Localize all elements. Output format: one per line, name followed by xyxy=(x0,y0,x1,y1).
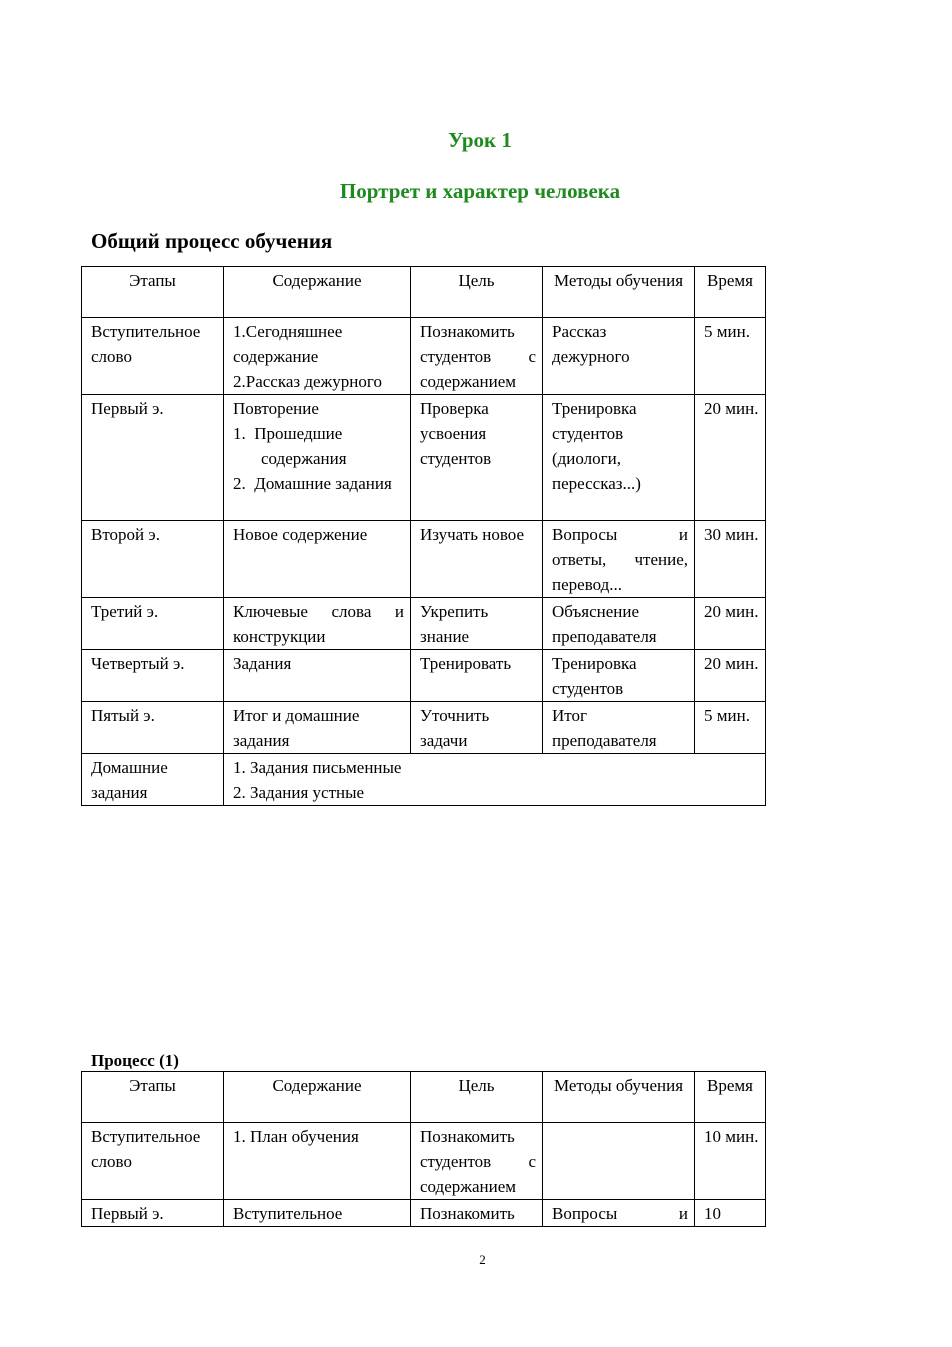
lesson-process-table xyxy=(81,266,766,806)
content-line: конструкции xyxy=(233,627,326,646)
goal-line: содержанием xyxy=(420,372,517,391)
cell-time: 20 мин. xyxy=(695,598,766,650)
cell-goal: Укрепить знание xyxy=(411,598,543,650)
table-row xyxy=(82,1123,766,1200)
content-line: Ключевые слова и xyxy=(233,602,404,621)
homework-item: 2. Задания устные xyxy=(233,783,365,802)
methods-line: перевод... xyxy=(552,575,623,594)
cell-stage: Вступительное слово xyxy=(82,318,224,395)
lesson-title: Урок 1 xyxy=(448,128,512,152)
cell-content: 1. План обучения xyxy=(224,1123,411,1200)
goal-line: содержанием xyxy=(420,1177,517,1196)
header-stage: Этапы xyxy=(82,267,224,318)
goal-line: Познакомить студентов с xyxy=(420,322,536,366)
methods-line: Вопросы и xyxy=(552,1204,688,1223)
cell-content xyxy=(224,395,411,521)
cell-content: Задания xyxy=(224,650,411,702)
header-content: Содержание xyxy=(224,1072,411,1123)
cell-time: 10 xyxy=(695,1200,766,1227)
goal-line: Познакомить студентов с xyxy=(420,1127,536,1171)
cell-stage: Вступительное слово xyxy=(82,1123,224,1200)
cell-methods: Тренировка студентов xyxy=(543,650,695,702)
cell-methods: Рассказ дежурного xyxy=(543,318,695,395)
cell-methods xyxy=(543,521,695,598)
cell-methods xyxy=(543,1200,695,1227)
content-line: 2.Рассказ дежурного xyxy=(233,372,382,391)
header-stage: Этапы xyxy=(82,1072,224,1123)
cell-content xyxy=(224,318,411,395)
cell-goal: Изучать новое xyxy=(411,521,543,598)
cell-goal xyxy=(411,318,543,395)
cell-methods: Тренировка студентов (диологи, перессказ...) xyxy=(543,395,695,521)
table-row xyxy=(82,395,766,521)
cell-time: 10 мин. xyxy=(695,1123,766,1200)
methods-line: Вопросы и xyxy=(552,525,688,544)
lesson-subtitle: Портрет и характер человека xyxy=(339,179,621,203)
cell-goal xyxy=(411,1123,543,1200)
table-header-row xyxy=(82,267,766,318)
section-heading-general-process: Общий процесс обучения xyxy=(91,229,333,253)
cell-content: Новое содержение xyxy=(224,521,411,598)
cell-homework-label: Домашние задания xyxy=(82,754,224,806)
cell-goal: Познакомить xyxy=(411,1200,543,1227)
header-methods: Методы обучения xyxy=(543,267,695,318)
table-row xyxy=(82,1200,766,1227)
header-time: Время xyxy=(695,267,766,318)
cell-content xyxy=(224,598,411,650)
cell-time: 20 мин. xyxy=(695,395,766,521)
cell-methods xyxy=(543,1123,695,1200)
table-row xyxy=(82,318,766,395)
cell-goal: Уточнить задачи xyxy=(411,702,543,754)
section-heading-process-1: Процесс (1) xyxy=(91,1051,179,1070)
table-row xyxy=(82,650,766,702)
content-line: 1.Сегодняшнее содержание xyxy=(233,322,343,366)
list-item: 1. Прошедшие содержания xyxy=(233,424,347,468)
cell-stage: Третий э. xyxy=(82,598,224,650)
cell-methods: Объяснение преподавателя xyxy=(543,598,695,650)
header-goal: Цель xyxy=(411,267,543,318)
header-content: Содержание xyxy=(224,267,411,318)
header-methods: Методы обучения xyxy=(543,1072,695,1123)
cell-stage: Четвертый э. xyxy=(82,650,224,702)
table-header-row xyxy=(82,1072,766,1123)
cell-homework-items xyxy=(224,754,766,806)
table-row xyxy=(82,702,766,754)
cell-time: 30 мин. xyxy=(695,521,766,598)
cell-time: 20 мин. xyxy=(695,650,766,702)
table-row xyxy=(82,521,766,598)
table-row xyxy=(82,598,766,650)
cell-goal: Тренировать xyxy=(411,650,543,702)
cell-time: 5 мин. xyxy=(695,318,766,395)
cell-methods: Итог преподавателя xyxy=(543,702,695,754)
cell-goal: Проверка усвоения студентов xyxy=(411,395,543,521)
list-item: 2. Домашние задания xyxy=(233,474,392,493)
cell-stage: Первый э. xyxy=(82,395,224,521)
table-row-homework xyxy=(82,754,766,806)
cell-time: 5 мин. xyxy=(695,702,766,754)
homework-item: 1. Задания письменные xyxy=(233,758,402,777)
cell-content: Итог и домашние задания xyxy=(224,702,411,754)
page-number: 2 xyxy=(479,1252,486,1267)
content-line: Повторение xyxy=(233,399,319,418)
cell-stage: Первый э. xyxy=(82,1200,224,1227)
cell-stage: Пятый э. xyxy=(82,702,224,754)
process-1-table xyxy=(81,1071,766,1227)
header-goal: Цель xyxy=(411,1072,543,1123)
cell-stage: Второй э. xyxy=(82,521,224,598)
cell-content: Вступительное xyxy=(224,1200,411,1227)
methods-line: ответы, чтение, xyxy=(552,550,688,569)
header-time: Время xyxy=(695,1072,766,1123)
